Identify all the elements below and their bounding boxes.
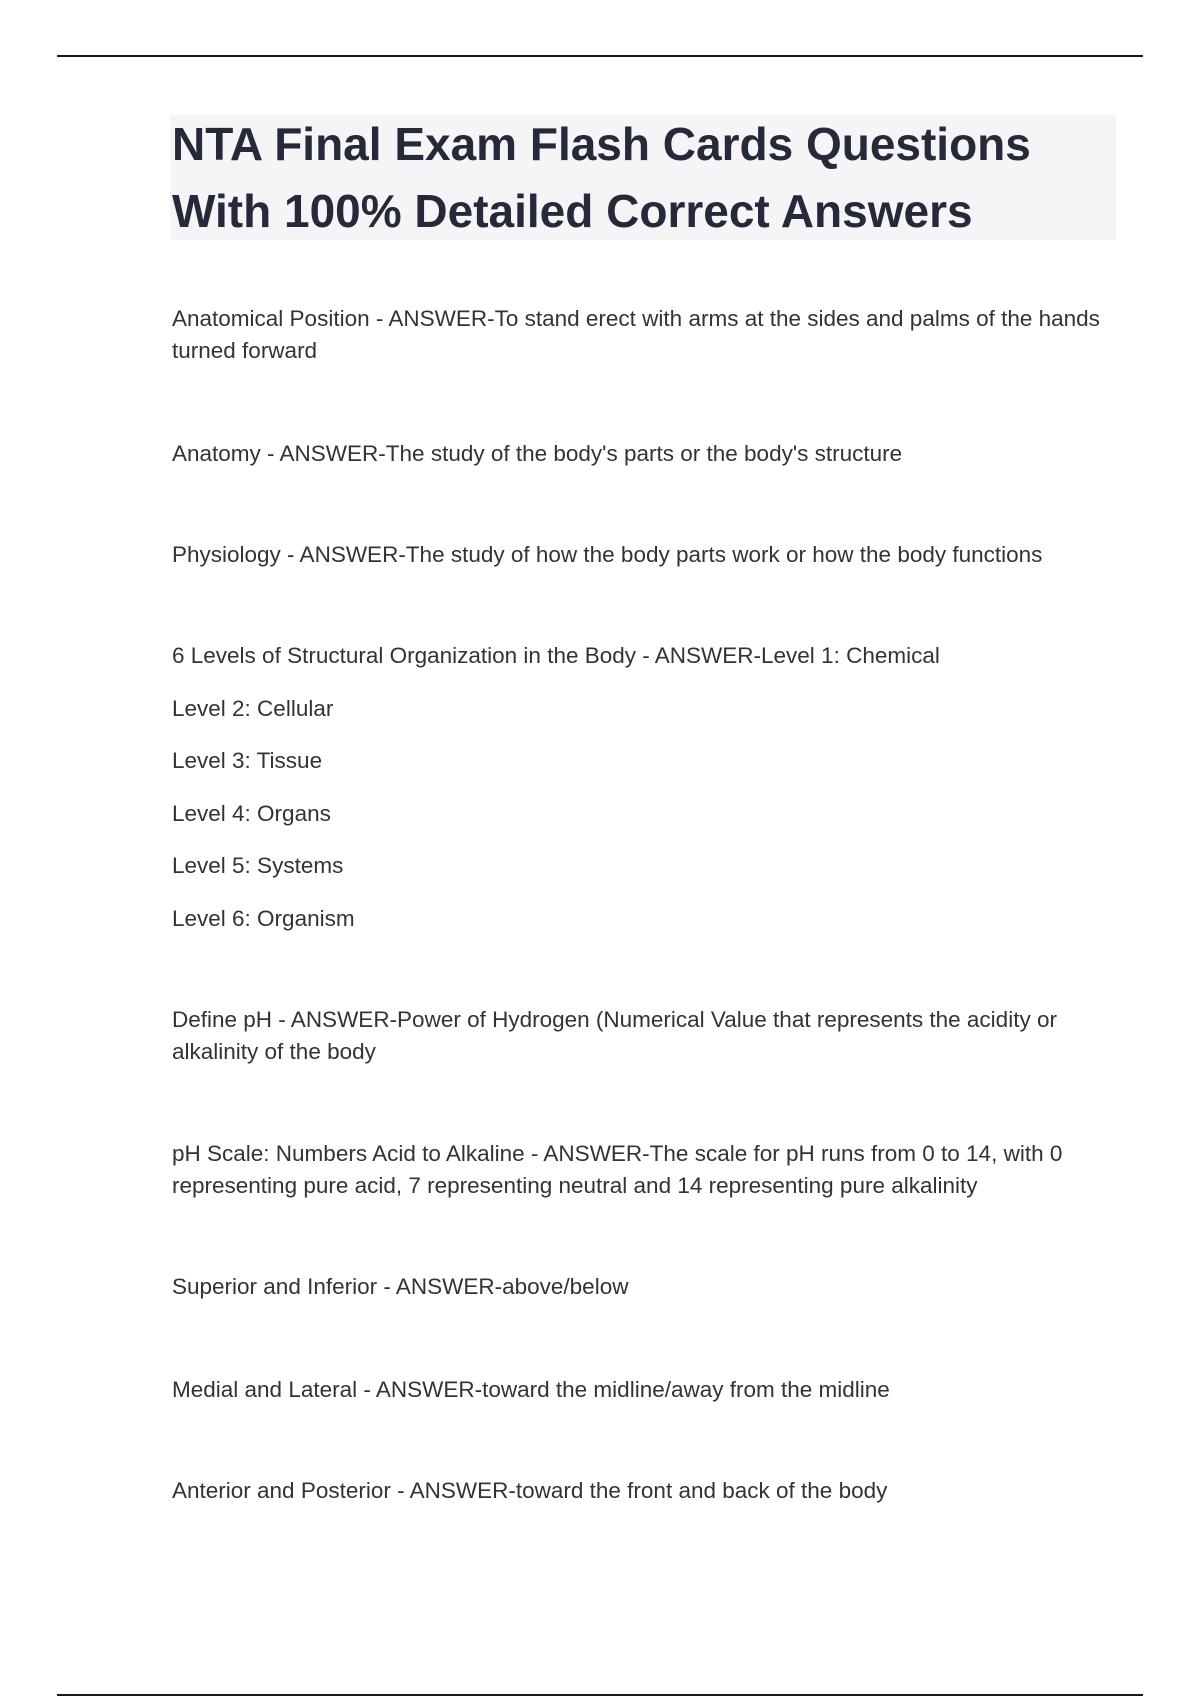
document-title: NTA Final Exam Flash Cards Questions With 100% Detailed Correct Answers xyxy=(172,118,1031,237)
level-item: Level 5: Systems xyxy=(172,853,344,878)
entry-superior-inferior: Superior and Inferior - ANSWER-above/below xyxy=(172,1274,629,1299)
bottom-rule xyxy=(57,1694,1143,1696)
level-item: Level 3: Tissue xyxy=(172,748,323,773)
entry-physiology: Physiology - ANSWER-The study of how the body parts work or how the body functions xyxy=(172,542,1043,567)
entry-levels-of-organization: 6 Levels of Structural Organization in the Body - ANSWER-Level 1: Chemical xyxy=(172,643,940,668)
top-rule xyxy=(57,55,1143,57)
level-item: Level 4: Organs xyxy=(172,801,331,826)
entry-ph-scale: pH Scale: Numbers Acid to Alkaline - ANSWER-The scale for pH runs from 0 to 14, with 0 representing pure acid, 7 representing neutral and 14 representing pure alkalinity xyxy=(172,1141,1063,1198)
entry-anatomy: Anatomy - ANSWER-The study of the body's parts or the body's structure xyxy=(172,441,903,466)
level-item: Level 6: Organism xyxy=(172,906,355,931)
entry-medial-lateral: Medial and Lateral - ANSWER-toward the midline/away from the midline xyxy=(172,1377,890,1402)
entry-anatomical-position: Anatomical Position - ANSWER-To stand erect with arms at the sides and palms of the hands turned forward xyxy=(172,306,1100,363)
entry-anterior-posterior: Anterior and Posterior - ANSWER-toward the front and back of the body xyxy=(172,1478,888,1503)
level-item: Level 2: Cellular xyxy=(172,696,334,721)
entry-define-ph: Define pH - ANSWER-Power of Hydrogen (Numerical Value that represents the acidity or alkalinity of the body xyxy=(172,1007,1057,1064)
